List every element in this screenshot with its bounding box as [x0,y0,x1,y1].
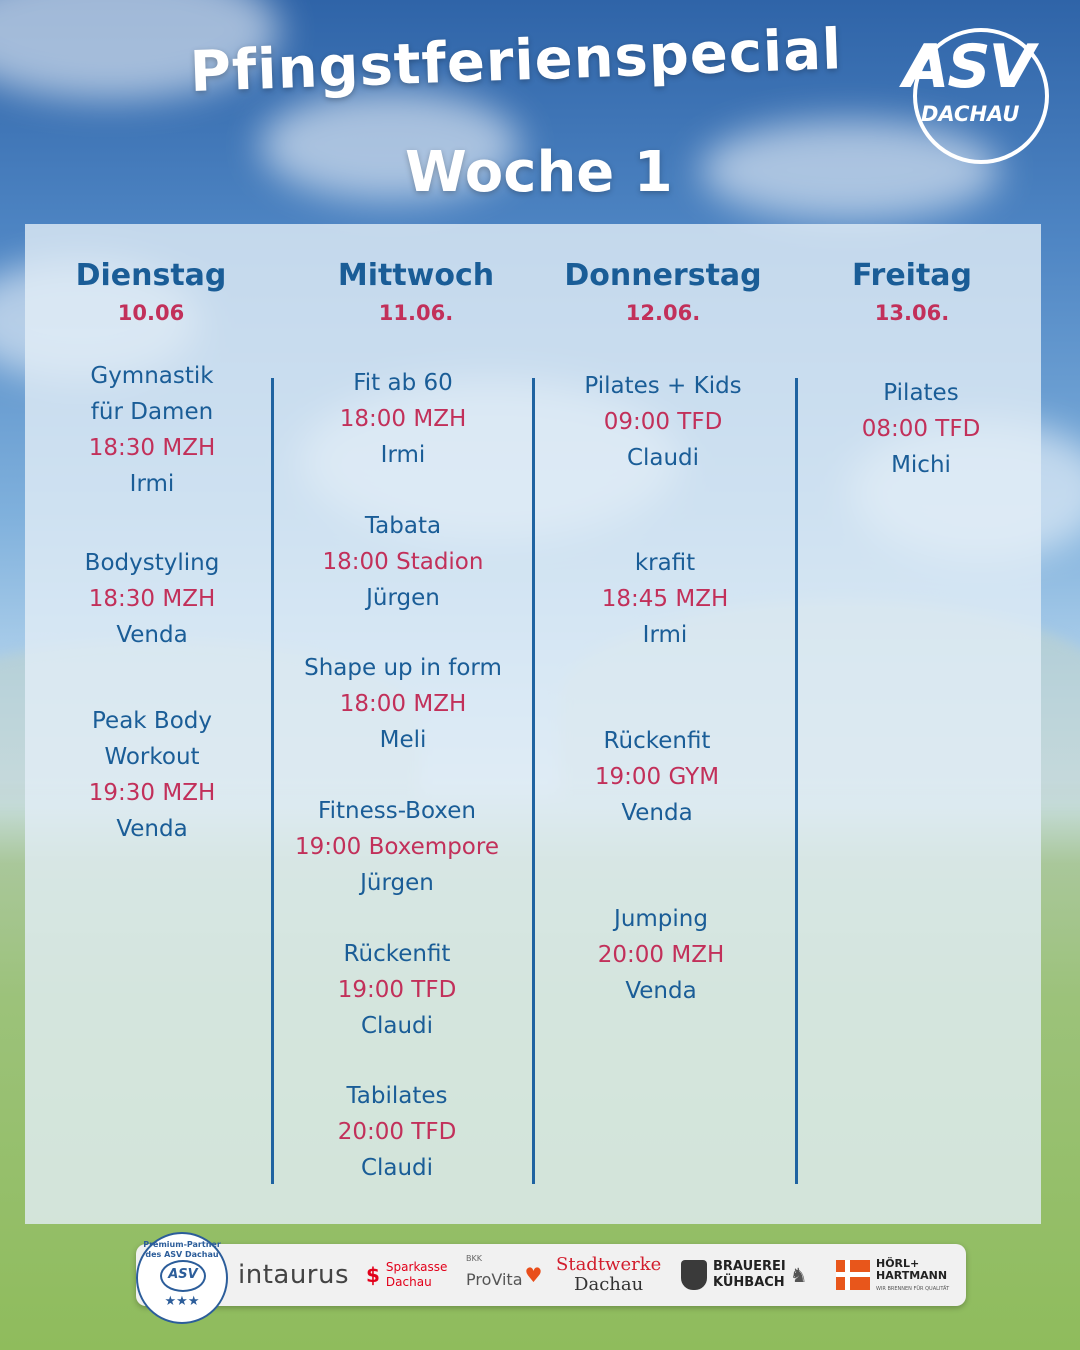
class-trainer: Venda [116,816,188,842]
class-trainer: Jürgen [360,870,434,896]
class-entry [522,723,792,831]
class-entry [528,368,798,476]
class-trainer: Venda [621,800,693,826]
class-time: 18:30 MZH [88,435,216,461]
class-title: Tabata [364,513,442,539]
class-title: krafit [634,550,696,576]
class-entry [530,545,800,653]
class-title: Jumping [614,906,708,932]
class-entry [17,358,287,502]
page-title: Pfingstferienspecial [188,17,844,105]
class-trainer: Irmi [380,442,426,468]
class-entry [268,365,538,473]
class-trainer: Venda [116,622,188,648]
class-entry [262,936,532,1044]
sponsor-brauerei-logo [681,1244,808,1306]
sparkasse-line2: Dachau [385,1275,432,1289]
stadtwerke-line1: Stadtwerke [556,1254,662,1275]
sparkasse-icon: $ [366,1263,380,1287]
class-title: Pilates [883,380,959,406]
class-trainer: Claudi [360,1155,434,1181]
class-trainer: Claudi [360,1013,434,1039]
provita-small-text: BKK [466,1254,482,1263]
day-date: 11.06. [378,301,454,325]
class-title: Fit ab 60 [353,370,453,396]
class-time: 18:00 Stadion [322,549,484,575]
class-time: 08:00 TFD [861,416,981,442]
class-trainer: Michi [891,452,951,478]
class-time: 18:45 MZH [601,586,729,612]
class-time: 19:00 GYM [594,764,720,790]
page-subtitle: Woche 1 [405,140,673,205]
class-time: 18:00 MZH [339,691,467,717]
class-title: Rückenfit [603,728,711,754]
day-header-freitag [787,256,1037,330]
class-entry [786,375,1056,483]
class-entry [262,793,532,901]
class-time: 09:00 TFD [603,409,723,435]
hoerl-line1: HÖRL+ [876,1257,920,1270]
sparkasse-line1: Sparkasse [385,1260,448,1274]
logo-asv-text: ASV [903,32,1034,102]
class-time: 19:30 MZH [88,780,216,806]
class-time: 18:30 MZH [88,586,216,612]
day-name: Mittwoch [337,258,495,293]
class-time: 20:00 MZH [597,942,725,968]
class-title: Pilates + Kids [584,373,742,399]
class-trainer: Claudi [626,445,700,471]
day-header-dienstag [26,256,276,330]
class-title: Gymnastik für Damen [90,363,214,425]
day-date: 12.06. [625,301,701,325]
provita-text: ProVita [466,1269,523,1289]
class-trainer: Venda [625,978,697,1004]
hoerl-hartmann-icon [836,1260,870,1290]
class-title: Tabilates [346,1083,448,1109]
sponsor-intaurus-logo: intaurus [238,1260,350,1290]
stadtwerke-line2: Dachau [574,1274,644,1295]
sponsor-hoerl-hartmann-logo [836,1244,949,1306]
logo-dachau-text: DACHAU [921,102,1020,126]
class-time: 20:00 TFD [337,1119,457,1145]
class-title: Fitness-Boxen [318,798,476,824]
hoerl-line2: HARTMANN [876,1269,948,1282]
badge-ring-text: Premium-Partner des ASV Dachau [143,1240,221,1259]
brauerei-line1: BRAUEREI [713,1259,786,1274]
heart-icon: ♥ [524,1263,543,1287]
hoerl-tagline: WIR BRENNEN FÜR QUALITÄT [876,1286,950,1292]
sponsor-stadtwerke-logo [556,1244,661,1306]
crest-icon [681,1260,707,1290]
class-entry [268,508,538,616]
class-trainer: Irmi [129,471,175,497]
class-trainer: Irmi [642,622,688,648]
day-header-donnerstag [538,256,788,330]
sponsor-bar [136,1240,966,1309]
class-title: Rückenfit [343,941,451,967]
brauerei-line2: KÜHBACH [713,1275,785,1290]
day-name: Dienstag [75,258,227,293]
class-trainer: Jürgen [366,585,440,611]
class-title: Peak Body Workout [92,708,212,770]
badge-asv-logo: ASV [160,1260,206,1292]
column-divider [795,378,798,1184]
sponsor-sparkasse-logo [366,1244,447,1306]
class-title: Bodystyling [84,550,220,576]
deer-icon: ♞ [789,1263,808,1287]
asv-dachau-logo [895,18,1065,168]
class-time: 19:00 Boxempore [295,834,499,860]
class-time: 19:00 TFD [337,977,457,1003]
day-date: 10.06 [117,301,185,325]
class-entry [268,650,538,758]
day-header-mittwoch [291,256,541,330]
class-time: 18:00 MZH [339,406,467,432]
premium-partner-badge [136,1232,228,1324]
badge-stars: ★★★ [164,1294,200,1309]
class-title: Shape up in form [304,655,502,681]
class-trainer: Meli [379,727,427,753]
day-date: 13.06. [874,301,950,325]
class-entry [526,901,796,1009]
sponsor-provita-logo [466,1244,542,1306]
class-entry [262,1078,532,1186]
day-name: Freitag [851,258,973,293]
class-entry [17,545,287,653]
day-name: Donnerstag [564,258,762,293]
class-entry [17,703,287,847]
